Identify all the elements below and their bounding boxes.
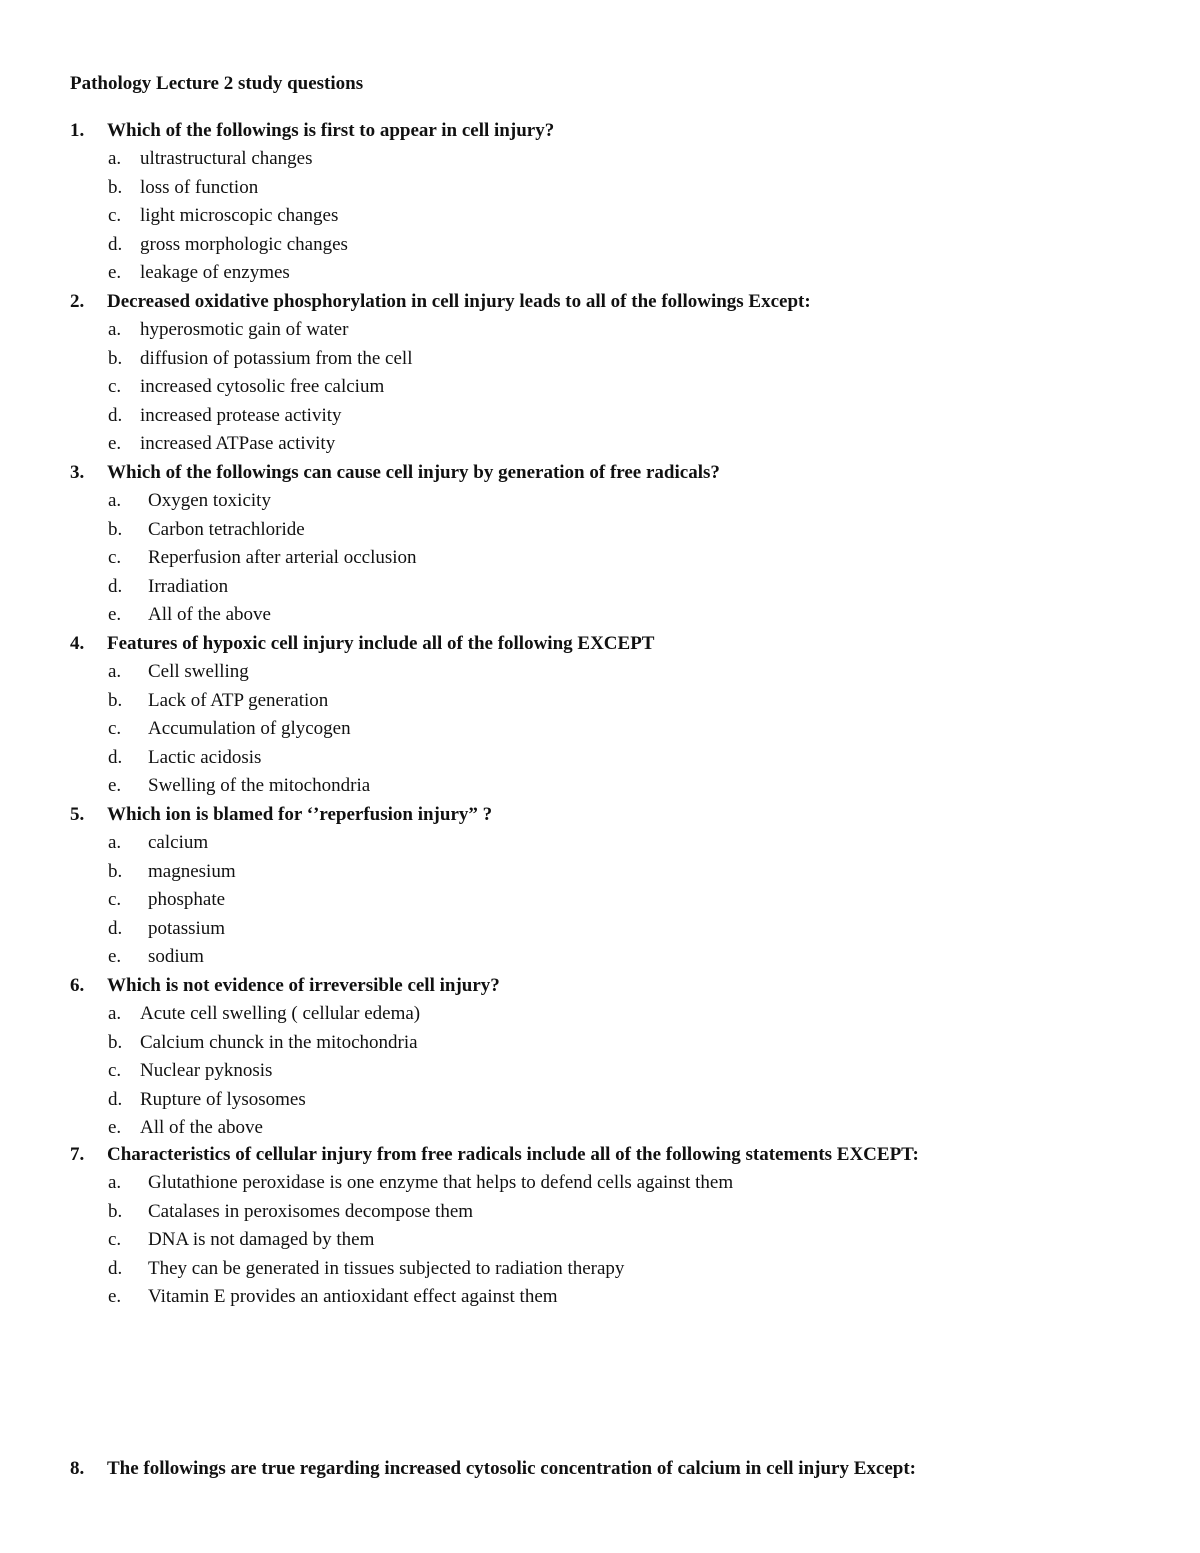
answer-option	[70, 1114, 1150, 1142]
answer-option	[70, 231, 1150, 259]
answer-option	[70, 316, 1150, 344]
answer-option	[70, 658, 1150, 686]
option-text: Calcium chunck in the mitochondria	[140, 1031, 418, 1053]
answer-option	[70, 202, 1150, 230]
answer-option	[70, 829, 1150, 857]
question-8	[70, 1455, 1150, 1483]
document-title: Pathology Lecture 2 study questions	[70, 73, 364, 94]
option-text: DNA is not damaged by them	[148, 1229, 375, 1251]
question-text: Features of hypoxic cell injury include all of the following EXCEPT	[107, 633, 655, 654]
option-letter: d.	[108, 575, 123, 597]
option-letter: a.	[108, 661, 122, 683]
question-number: 1.	[70, 120, 85, 141]
option-text: gross morphologic changes	[140, 233, 348, 255]
option-text: sodium	[148, 945, 204, 967]
answer-option	[70, 487, 1150, 515]
option-letter: b.	[108, 347, 123, 369]
option-text: Swelling of the mitochondria	[148, 774, 371, 796]
option-letter: d.	[108, 1088, 123, 1110]
option-letter: d.	[108, 746, 123, 768]
answer-option	[70, 915, 1150, 943]
answer-option	[70, 174, 1150, 202]
option-text: Irradiation	[148, 575, 229, 597]
option-text: Acute cell swelling ( cellular edema)	[140, 1003, 421, 1025]
option-letter: e.	[108, 432, 122, 454]
question-5	[70, 801, 1150, 971]
option-text: leakage of enzymes	[140, 261, 290, 283]
answer-option	[70, 573, 1150, 601]
answer-option	[70, 1198, 1150, 1226]
answer-option	[70, 1255, 1150, 1283]
option-text: Catalases in peroxisomes decompose them	[148, 1200, 474, 1222]
question-2	[70, 288, 1150, 458]
option-letter: b.	[108, 1031, 123, 1053]
option-text: Rupture of lysosomes	[140, 1088, 306, 1110]
option-letter: a.	[108, 1172, 122, 1194]
answer-option	[70, 345, 1150, 373]
option-letter: b.	[108, 518, 123, 540]
answer-option	[70, 1283, 1150, 1311]
option-text: light microscopic changes	[140, 205, 339, 227]
question-1	[70, 117, 1150, 287]
option-letter: c.	[108, 889, 122, 911]
question-stem	[70, 972, 1150, 1000]
answer-option	[70, 687, 1150, 715]
option-text: Lactic acidosis	[148, 746, 262, 768]
answer-option	[70, 858, 1150, 886]
option-text: Lack of ATP generation	[148, 689, 329, 711]
option-text: Carbon tetrachloride	[148, 518, 305, 540]
question-4	[70, 630, 1150, 800]
answer-option	[70, 1000, 1150, 1028]
option-letter: c.	[108, 718, 122, 740]
question-number: 7.	[70, 1144, 85, 1165]
question-text: Decreased oxidative phosphorylation in cell injury leads to all of the followings Except:	[107, 291, 811, 312]
question-stem	[70, 288, 1150, 316]
option-letter: c.	[108, 1229, 122, 1251]
answer-option	[70, 601, 1150, 629]
option-text: hyperosmotic gain of water	[140, 319, 349, 341]
question-text: Which is not evidence of irreversible cell injury?	[107, 975, 500, 996]
answer-option	[70, 259, 1150, 287]
option-letter: e.	[108, 945, 122, 967]
question-stem	[70, 117, 1150, 145]
answer-option	[70, 516, 1150, 544]
question-6	[70, 972, 1150, 1142]
option-text: Nuclear pyknosis	[140, 1060, 273, 1082]
option-text: Reperfusion after arterial occlusion	[148, 547, 417, 569]
question-number: 6.	[70, 975, 85, 996]
answer-option	[70, 772, 1150, 800]
question-text: Which of the followings can cause cell injury by generation of free radicals?	[107, 462, 720, 483]
option-letter: a.	[108, 490, 122, 512]
option-letter: b.	[108, 1200, 123, 1222]
option-letter: e.	[108, 261, 122, 283]
option-letter: c.	[108, 376, 122, 398]
option-text: Vitamin E provides an antioxidant effect against them	[148, 1285, 558, 1307]
option-text: diffusion of potassium from the cell	[140, 347, 413, 369]
answer-option	[70, 430, 1150, 458]
question-number: 3.	[70, 462, 85, 483]
question-stem	[70, 1455, 1150, 1483]
option-text: loss of function	[140, 176, 259, 198]
answer-option	[70, 715, 1150, 743]
option-text: calcium	[148, 832, 209, 854]
question-stem	[70, 1141, 1150, 1169]
option-letter: d.	[108, 1257, 123, 1279]
option-letter: c.	[108, 205, 122, 227]
option-letter: d.	[108, 917, 123, 939]
question-stem	[70, 801, 1150, 829]
option-letter: e.	[108, 774, 122, 796]
option-letter: d.	[108, 233, 123, 255]
option-letter: b.	[108, 689, 123, 711]
answer-option	[70, 373, 1150, 401]
option-letter: b.	[108, 176, 123, 198]
question-number: 2.	[70, 291, 85, 312]
answer-option	[70, 1086, 1150, 1114]
question-text: Which of the followings is first to appear in cell injury?	[107, 120, 555, 141]
option-text: All of the above	[148, 603, 271, 625]
answer-option	[70, 1029, 1150, 1057]
option-text: increased cytosolic free calcium	[140, 376, 385, 398]
option-text: Glutathione peroxidase is one enzyme that helps to defend cells against them	[148, 1172, 734, 1194]
answer-option	[70, 1226, 1150, 1254]
answer-option	[70, 1057, 1150, 1085]
option-text: ultrastructural changes	[140, 148, 313, 170]
option-letter: c.	[108, 1060, 122, 1082]
question-text: Characteristics of cellular injury from free radicals include all of the following statements EXCEPT:	[107, 1144, 919, 1165]
option-text: Oxygen toxicity	[148, 490, 271, 512]
question-stem	[70, 630, 1150, 658]
option-text: potassium	[148, 917, 226, 939]
option-text: All of the above	[140, 1116, 263, 1138]
question-stem	[70, 459, 1150, 487]
option-text: phosphate	[148, 889, 226, 911]
option-letter: a.	[108, 319, 122, 341]
answer-option	[70, 744, 1150, 772]
option-letter: b.	[108, 860, 123, 882]
question-number: 8.	[70, 1458, 85, 1479]
answer-option	[70, 886, 1150, 914]
option-letter: a.	[108, 148, 122, 170]
answer-option	[70, 145, 1150, 173]
option-letter: d.	[108, 404, 123, 426]
question-text: The followings are true regarding increased cytosolic concentration of calcium in cell injury Except:	[107, 1458, 916, 1479]
question-number: 4.	[70, 633, 85, 654]
option-letter: a.	[108, 1003, 122, 1025]
option-letter: e.	[108, 603, 122, 625]
question-7	[70, 1141, 1150, 1311]
option-text: Cell swelling	[148, 661, 249, 683]
option-text: magnesium	[148, 860, 236, 882]
option-letter: e.	[108, 1116, 122, 1138]
option-text: increased protease activity	[140, 404, 342, 426]
option-letter: a.	[108, 832, 122, 854]
answer-option	[70, 544, 1150, 572]
question-3	[70, 459, 1150, 629]
option-text: They can be generated in tissues subjected to radiation therapy	[148, 1257, 625, 1279]
option-text: Accumulation of glycogen	[148, 718, 351, 740]
option-letter: e.	[108, 1285, 122, 1307]
question-number: 5.	[70, 804, 85, 825]
answer-option	[70, 402, 1150, 430]
answer-option	[70, 943, 1150, 971]
question-text: Which ion is blamed for ‘’reperfusion injury” ?	[107, 804, 493, 825]
option-text: increased ATPase activity	[140, 432, 336, 454]
option-letter: c.	[108, 547, 122, 569]
answer-option	[70, 1169, 1150, 1197]
